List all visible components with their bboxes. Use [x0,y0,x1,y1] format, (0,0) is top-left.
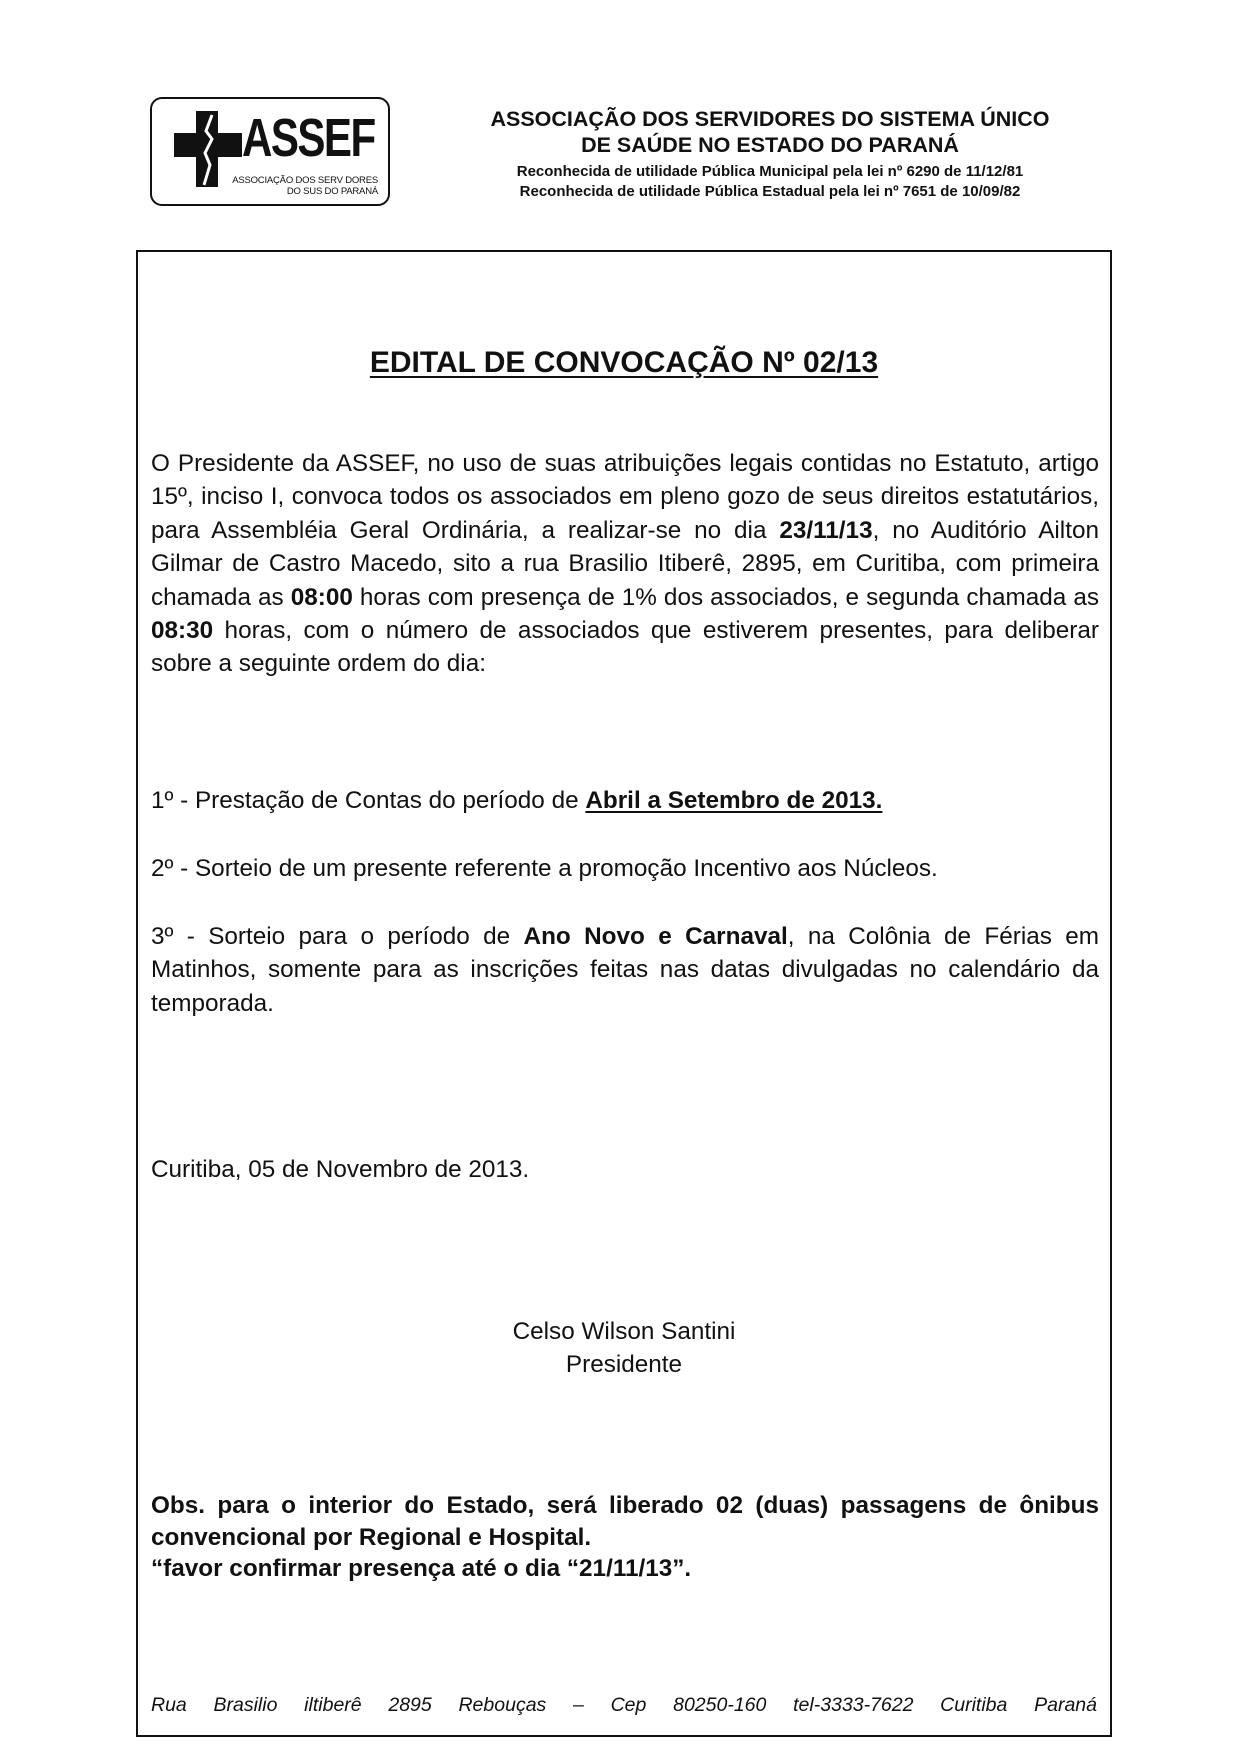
notice-frame [136,250,1112,1737]
recognition-municipal: Reconhecida de utilidade Pública Municipal pela lei nº 6290 de 11/12/81 [516,163,1024,180]
logo [150,97,390,206]
intro-text-1: O Presidente da ASSEF, no uso de suas atribuições legais contidas no Estatuto, artigo 15º, inciso I, convoca todos os associados em pleno gozo de seus direitos estatutários, para Assembléia Geral Ordinária, a realizar-se no dia [151,450,1099,544]
intro-text-2: , no Auditório Ailton Gilmar de Castro Macedo, sito a rua Brasilio Itiberê, 2895, em Curitiba, com primeira chamada as [151,516,1099,611]
agenda-item-3 [151,920,1099,1020]
org-name-line2: DE SAÚDE NO ESTADO DO PARANÁ [581,133,959,157]
intro-text-3: horas com presença de 1% dos associados, e segunda chamada as [352,583,1099,611]
agenda-item-1-period: Abril a Setembro de 2013. [585,787,883,814]
observation-line-1: Obs. para o interior do Estado, será liberado 02 (duas) passagens de ônibus convencional por Regional e Hospital. [151,1492,1099,1551]
second-call-time: 08:30 [151,617,214,645]
recognition-state: Reconhecida de utilidade Pública Estadual pela lei nº 7651 de 10/09/82 [519,183,1021,200]
notice-title: EDITAL DE CONVOCAÇÃO Nº 02/13 [369,346,879,379]
agenda-item-1-text: 1º - Prestação de Contas do período de [151,787,586,814]
logo-text: ASSEF [242,108,375,168]
org-name-line1: ASSOCIAÇÃO DOS SERVIDORES DO SISTEMA ÚNICO [490,107,1050,131]
intro-text-4: horas, com o número de associados que estiverem presentes, para deliberar sobre a seguinte ordem do dia: [151,617,1099,678]
meeting-date: 23/11/13 [779,516,873,544]
agenda-item-3-period: Ano Novo e Carnaval [523,923,788,950]
agenda-item-3-details: , na Colônia de Férias em Matinhos, somente para as inscrições feitas nas datas divulgadas no calendário da temporada. [151,923,1099,1017]
organization-header [400,106,1140,202]
agenda-item-3-text: 3º - Sorteio para o período de [151,923,524,950]
logo-subtitle: ASSOCIAÇÃO DOS SERV DORES DO SUS DO PARANÁ [232,175,378,197]
agenda-item-1 [151,784,1099,817]
agenda-item-2: 2º - Sorteio de um presente referente a promoção Incentivo aos Núcleos. [151,855,938,882]
observation [151,1490,1099,1585]
place-date: Curitiba, 05 de Novembro de 2013. [151,1156,530,1183]
footer-address: Rua Brasilio iltiberê 2895 Rebouças – Cep 80250-160 tel-3333-7622 Curitiba Paraná [151,1694,1097,1716]
intro-paragraph [151,447,1099,681]
signature-block [138,1315,1110,1382]
signatory-name: Celso Wilson Santini [512,1318,736,1345]
first-call-time: 08:00 [290,583,353,611]
signatory-role: Presidente [565,1351,683,1379]
observation-line-2: “favor confirmar presença até o dia “21/11/13”. [151,1555,692,1582]
